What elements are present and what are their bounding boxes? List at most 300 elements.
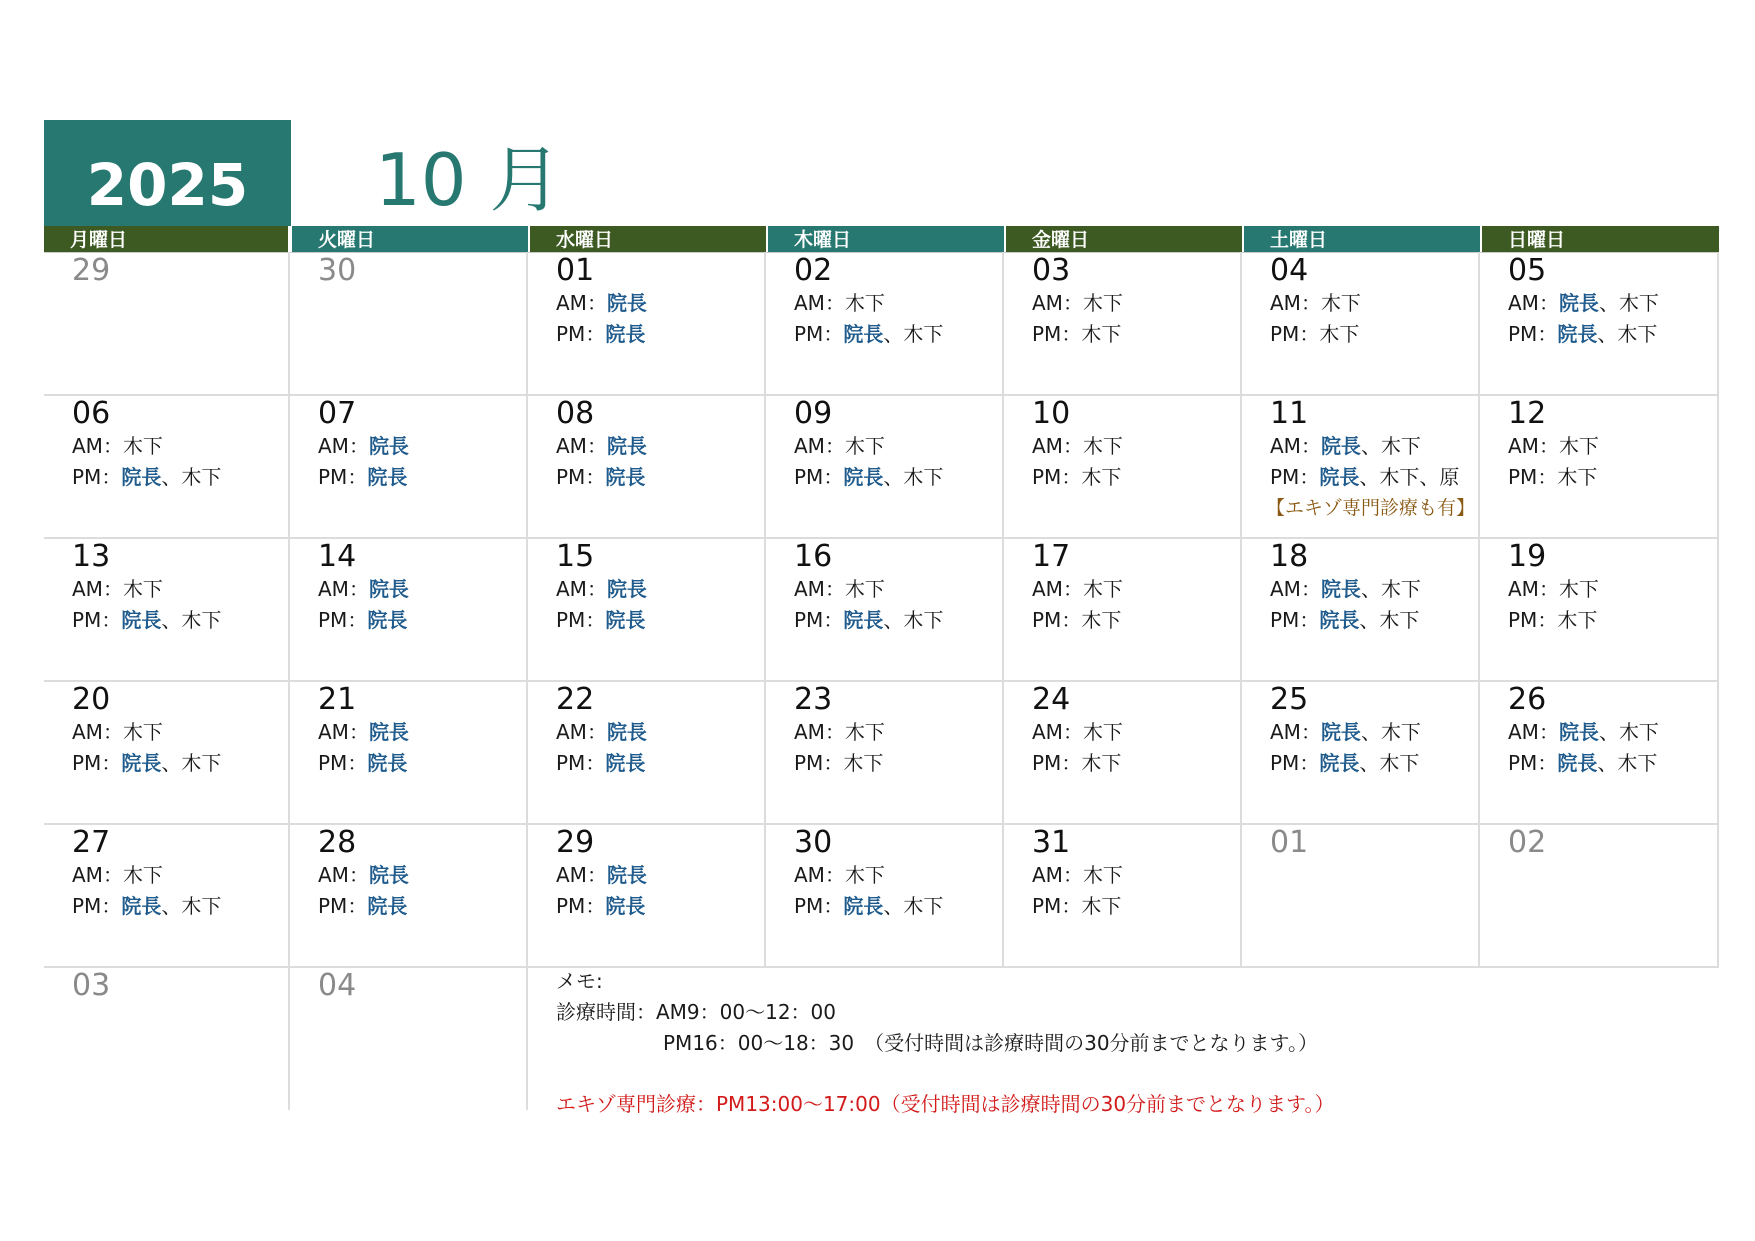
am-schedule	[1270, 717, 1480, 748]
am-label: AM：	[794, 291, 845, 315]
doctor-name: 木下	[181, 894, 222, 918]
pm-schedule	[72, 605, 290, 636]
date-number: 07	[318, 396, 357, 431]
pm-label: PM：	[72, 465, 122, 489]
pm-schedule	[1032, 891, 1242, 922]
doctor-name: 木下	[903, 322, 944, 346]
director-name: 院長	[367, 465, 408, 489]
doctor-name: 木下	[844, 720, 885, 744]
weekday-header: 土曜日	[1244, 226, 1480, 252]
doctor-name: 原	[1439, 465, 1460, 489]
am-schedule	[72, 860, 290, 891]
pm-label: PM：	[794, 751, 844, 775]
day-cell	[1004, 395, 1242, 538]
am-label: AM：	[318, 720, 369, 744]
director-name: 院長	[1319, 751, 1360, 775]
am-schedule	[1508, 717, 1719, 748]
column-divider	[764, 252, 766, 967]
date-number: 15	[556, 539, 595, 574]
date-number: 31	[1032, 825, 1071, 860]
doctor-name: 木下	[1380, 720, 1421, 744]
pm-schedule	[556, 605, 766, 636]
doctor-name: 木下	[181, 465, 222, 489]
date-number: 28	[318, 825, 357, 860]
director-name: 院長	[1557, 322, 1598, 346]
pm-schedule	[318, 891, 528, 922]
date-number: 02	[1508, 825, 1547, 860]
am-label: AM：	[794, 434, 845, 458]
day-cell	[1004, 681, 1242, 824]
pm-schedule	[1270, 319, 1480, 350]
doctor-name: 木下	[122, 720, 163, 744]
director-name: 院長	[843, 322, 884, 346]
doctor-name: 木下	[122, 577, 163, 601]
doctor-name: 木下	[181, 608, 222, 632]
day-cell	[528, 681, 766, 824]
date-number: 01	[1270, 825, 1309, 860]
day-cell	[44, 681, 290, 824]
am-schedule	[318, 717, 528, 748]
pm-schedule	[1508, 319, 1719, 350]
column-divider	[1240, 252, 1242, 967]
date-number: 20	[72, 682, 111, 717]
doctor-name: 木下	[903, 894, 944, 918]
pm-schedule	[556, 462, 766, 493]
doctor-name: 木下	[1082, 291, 1123, 315]
am-schedule	[1032, 288, 1242, 319]
name-separator: 、	[1598, 291, 1619, 315]
memo-exotic-hours: エキゾ専門診療：PM13:00～17:00（受付時間は診療時間の30分前までとなります。）	[556, 1092, 1335, 1116]
date-number: 04	[318, 968, 357, 1003]
date-number: 22	[556, 682, 595, 717]
doctor-name: 木下	[181, 751, 222, 775]
am-schedule	[318, 431, 528, 462]
day-cell	[1480, 824, 1719, 967]
column-divider	[1717, 252, 1719, 967]
pm-label: PM：	[1032, 894, 1082, 918]
am-schedule	[1508, 431, 1719, 462]
director-name: 院長	[121, 894, 162, 918]
director-name: 院長	[368, 720, 409, 744]
doctor-name: 木下	[844, 434, 885, 458]
pm-label: PM：	[794, 322, 844, 346]
director-name: 院長	[367, 894, 408, 918]
day-cell	[1242, 252, 1480, 395]
weekday-header: 金曜日	[1006, 226, 1242, 252]
day-cell	[1480, 538, 1719, 681]
date-number: 03	[72, 968, 111, 1003]
name-separator: 、	[1597, 751, 1618, 775]
pm-label: PM：	[72, 751, 122, 775]
day-cell	[1004, 824, 1242, 967]
day-cell	[766, 538, 1004, 681]
day-cell	[290, 538, 528, 681]
am-label: AM：	[1270, 720, 1321, 744]
weekday-header: 火曜日	[292, 226, 528, 252]
am-label: AM：	[1032, 291, 1083, 315]
director-name: 院長	[1558, 291, 1599, 315]
director-name: 院長	[121, 465, 162, 489]
pm-label: PM：	[1270, 608, 1320, 632]
name-separator: 、	[1359, 608, 1380, 632]
director-name: 院長	[606, 720, 647, 744]
day-cell	[44, 395, 290, 538]
director-name: 院長	[606, 863, 647, 887]
date-number: 21	[318, 682, 357, 717]
am-schedule	[1508, 288, 1719, 319]
name-separator: 、	[883, 465, 904, 489]
pm-schedule	[1270, 748, 1480, 779]
name-separator: 、	[161, 894, 182, 918]
director-name: 院長	[605, 465, 646, 489]
pm-label: PM：	[72, 608, 122, 632]
am-label: AM：	[1032, 720, 1083, 744]
am-schedule	[556, 574, 766, 605]
doctor-name: 木下	[1082, 577, 1123, 601]
date-number: 01	[556, 253, 595, 288]
pm-label: PM：	[1508, 322, 1558, 346]
day-cell	[766, 681, 1004, 824]
doctor-name: 木下	[1557, 465, 1598, 489]
day-cell	[1242, 395, 1480, 538]
pm-label: PM：	[794, 894, 844, 918]
doctor-name: 木下	[1557, 608, 1598, 632]
name-separator: 、	[1597, 322, 1618, 346]
director-name: 院長	[843, 894, 884, 918]
doctor-name: 木下	[844, 291, 885, 315]
pm-schedule	[556, 891, 766, 922]
date-number: 25	[1270, 682, 1309, 717]
date-number: 16	[794, 539, 833, 574]
day-cell	[1480, 681, 1719, 824]
am-label: AM：	[1032, 434, 1083, 458]
am-schedule	[1032, 574, 1242, 605]
am-schedule	[556, 431, 766, 462]
pm-label: PM：	[556, 894, 606, 918]
name-separator: 、	[161, 465, 182, 489]
am-label: AM：	[1508, 720, 1559, 744]
pm-label: PM：	[556, 751, 606, 775]
director-name: 院長	[368, 577, 409, 601]
pm-label: PM：	[1508, 608, 1558, 632]
am-label: AM：	[1508, 291, 1559, 315]
director-name: 院長	[368, 863, 409, 887]
pm-label: PM：	[1270, 751, 1320, 775]
doctor-name: 木下	[1082, 863, 1123, 887]
am-label: AM：	[1032, 577, 1083, 601]
name-separator: 、	[1598, 720, 1619, 744]
date-number: 23	[794, 682, 833, 717]
doctor-name: 木下	[1320, 291, 1361, 315]
doctor-name: 木下	[1618, 720, 1659, 744]
column-divider	[288, 252, 290, 1110]
doctor-name: 木下	[1618, 291, 1659, 315]
day-cell	[290, 824, 528, 967]
director-name: 院長	[368, 434, 409, 458]
pm-schedule	[1032, 462, 1242, 493]
am-label: AM：	[556, 863, 607, 887]
doctor-name: 木下	[122, 434, 163, 458]
pm-schedule	[72, 891, 290, 922]
director-name: 院長	[605, 751, 646, 775]
pm-label: PM：	[1032, 465, 1082, 489]
director-name: 院長	[1320, 577, 1361, 601]
memo-hours-am: 診療時間：AM9：00～12：00	[556, 1000, 837, 1024]
pm-schedule	[318, 462, 528, 493]
day-cell	[766, 395, 1004, 538]
director-name: 院長	[606, 577, 647, 601]
am-label: AM：	[794, 863, 845, 887]
am-schedule	[72, 431, 290, 462]
name-separator: 、	[883, 608, 904, 632]
pm-schedule	[318, 748, 528, 779]
day-cell	[290, 252, 528, 395]
director-name: 院長	[605, 608, 646, 632]
director-name: 院長	[843, 465, 884, 489]
director-name: 院長	[1558, 720, 1599, 744]
am-label: AM：	[1508, 434, 1559, 458]
doctor-name: 木下	[1319, 322, 1360, 346]
am-schedule	[556, 288, 766, 319]
name-separator: 、	[161, 751, 182, 775]
doctor-name: 木下	[1379, 465, 1420, 489]
director-name: 院長	[1320, 720, 1361, 744]
am-schedule	[794, 860, 1004, 891]
director-name: 院長	[1557, 751, 1598, 775]
row-divider	[44, 823, 1719, 825]
name-separator: 、	[1419, 465, 1440, 489]
am-schedule	[556, 717, 766, 748]
am-schedule	[794, 717, 1004, 748]
name-separator: 、	[1359, 751, 1380, 775]
am-label: AM：	[794, 577, 845, 601]
day-cell	[528, 538, 766, 681]
pm-schedule	[1032, 605, 1242, 636]
date-number: 11	[1270, 396, 1309, 431]
date-number: 24	[1032, 682, 1071, 717]
column-divider	[526, 252, 528, 1110]
director-name: 院長	[606, 434, 647, 458]
day-cell	[290, 967, 528, 1110]
am-label: AM：	[556, 291, 607, 315]
date-number: 26	[1508, 682, 1547, 717]
am-schedule	[318, 574, 528, 605]
day-cell	[1004, 538, 1242, 681]
pm-label: PM：	[556, 322, 606, 346]
date-number: 03	[1032, 253, 1071, 288]
director-name: 院長	[1320, 434, 1361, 458]
director-name: 院長	[121, 608, 162, 632]
am-label: AM：	[72, 434, 123, 458]
pm-label: PM：	[318, 751, 368, 775]
am-label: AM：	[556, 577, 607, 601]
pm-label: PM：	[794, 608, 844, 632]
doctor-name: 木下	[1081, 322, 1122, 346]
am-schedule	[1508, 574, 1719, 605]
date-number: 02	[794, 253, 833, 288]
name-separator: 、	[1360, 577, 1381, 601]
date-number: 12	[1508, 396, 1547, 431]
name-separator: 、	[883, 894, 904, 918]
pm-schedule	[1270, 462, 1480, 493]
pm-label: PM：	[1270, 322, 1320, 346]
doctor-name: 木下	[844, 863, 885, 887]
name-separator: 、	[883, 322, 904, 346]
day-cell	[1004, 252, 1242, 395]
date-number: 06	[72, 396, 111, 431]
am-label: AM：	[556, 720, 607, 744]
pm-schedule	[556, 748, 766, 779]
am-label: AM：	[318, 863, 369, 887]
pm-schedule	[794, 605, 1004, 636]
memo-section	[556, 966, 1656, 1120]
pm-label: PM：	[1032, 608, 1082, 632]
am-schedule	[794, 288, 1004, 319]
am-label: AM：	[1270, 434, 1321, 458]
doctor-name: 木下	[1081, 465, 1122, 489]
pm-schedule	[794, 319, 1004, 350]
date-number: 27	[72, 825, 111, 860]
director-name: 院長	[606, 291, 647, 315]
doctor-name: 木下	[1081, 608, 1122, 632]
date-number: 04	[1270, 253, 1309, 288]
am-schedule	[1032, 431, 1242, 462]
am-label: AM：	[72, 720, 123, 744]
am-label: AM：	[72, 863, 123, 887]
pm-schedule	[1032, 748, 1242, 779]
am-schedule	[72, 574, 290, 605]
date-number: 17	[1032, 539, 1071, 574]
pm-schedule	[1508, 605, 1719, 636]
date-number: 18	[1270, 539, 1309, 574]
am-label: AM：	[556, 434, 607, 458]
pm-schedule	[72, 748, 290, 779]
day-cell	[766, 252, 1004, 395]
day-cell	[290, 681, 528, 824]
director-name: 院長	[367, 751, 408, 775]
weekday-header: 木曜日	[768, 226, 1004, 252]
day-cell	[1242, 538, 1480, 681]
am-label: AM：	[1508, 577, 1559, 601]
doctor-name: 木下	[1081, 751, 1122, 775]
am-label: AM：	[1270, 291, 1321, 315]
pm-label: PM：	[72, 894, 122, 918]
doctor-name: 木下	[1380, 577, 1421, 601]
pm-label: PM：	[1032, 322, 1082, 346]
day-cell	[44, 824, 290, 967]
date-number: 08	[556, 396, 595, 431]
doctor-name: 木下	[1617, 322, 1658, 346]
special-note: 【エキゾ専門診療も有】	[1266, 497, 1476, 519]
am-schedule	[794, 431, 1004, 462]
weekday-header: 月曜日	[44, 226, 288, 252]
doctor-name: 木下	[1081, 894, 1122, 918]
am-label: AM：	[318, 434, 369, 458]
date-number: 13	[72, 539, 111, 574]
doctor-name: 木下	[1379, 608, 1420, 632]
doctor-name: 木下	[1380, 434, 1421, 458]
name-separator: 、	[1360, 720, 1381, 744]
day-cell	[1480, 252, 1719, 395]
am-schedule	[1032, 860, 1242, 891]
weekday-header: 日曜日	[1482, 226, 1719, 252]
director-name: 院長	[121, 751, 162, 775]
am-schedule	[318, 860, 528, 891]
am-label: AM：	[72, 577, 123, 601]
day-cell	[528, 824, 766, 967]
day-cell	[1242, 824, 1480, 967]
pm-schedule	[1270, 605, 1480, 636]
director-name: 院長	[843, 608, 884, 632]
pm-label: PM：	[318, 465, 368, 489]
pm-label: PM：	[556, 608, 606, 632]
row-divider	[44, 394, 1719, 396]
pm-schedule	[72, 462, 290, 493]
am-schedule	[556, 860, 766, 891]
name-separator: 、	[161, 608, 182, 632]
am-label: AM：	[318, 577, 369, 601]
director-name: 院長	[1319, 465, 1360, 489]
weekday-header-row	[44, 226, 1719, 252]
date-number: 14	[318, 539, 357, 574]
weekday-header: 水曜日	[530, 226, 766, 252]
year-badge: 2025	[44, 120, 291, 226]
date-number: 10	[1032, 396, 1071, 431]
memo-hours-pm: PM16：00～18：30 （受付時間は診療時間の30分前までとなります。）	[663, 1031, 1318, 1055]
doctor-name: 木下	[1379, 751, 1420, 775]
day-cell	[1242, 681, 1480, 824]
column-divider	[1478, 252, 1480, 967]
date-number: 30	[318, 253, 357, 288]
doctor-name: 木下	[1617, 751, 1658, 775]
am-schedule	[1270, 431, 1480, 462]
day-cell	[44, 252, 290, 395]
day-cell	[528, 395, 766, 538]
day-cell	[290, 395, 528, 538]
doctor-name: 木下	[843, 751, 884, 775]
date-number: 29	[556, 825, 595, 860]
director-name: 院長	[605, 322, 646, 346]
am-schedule	[1270, 574, 1480, 605]
pm-schedule	[1508, 462, 1719, 493]
memo-title: メモ:	[556, 969, 603, 993]
doctor-name: 木下	[844, 577, 885, 601]
am-label: AM：	[1032, 863, 1083, 887]
date-number: 19	[1508, 539, 1547, 574]
director-name: 院長	[367, 608, 408, 632]
date-number: 09	[794, 396, 833, 431]
date-number: 29	[72, 253, 111, 288]
pm-schedule	[318, 605, 528, 636]
am-schedule	[1270, 288, 1480, 319]
pm-schedule	[1032, 319, 1242, 350]
pm-schedule	[556, 319, 766, 350]
day-cell	[44, 967, 290, 1110]
pm-label: PM：	[318, 894, 368, 918]
director-name: 院長	[1319, 608, 1360, 632]
am-schedule	[794, 574, 1004, 605]
pm-label: PM：	[556, 465, 606, 489]
row-divider	[44, 680, 1719, 682]
doctor-name: 木下	[1082, 434, 1123, 458]
doctor-name: 木下	[903, 465, 944, 489]
pm-schedule	[794, 748, 1004, 779]
am-label: AM：	[794, 720, 845, 744]
date-number: 30	[794, 825, 833, 860]
doctor-name: 木下	[1082, 720, 1123, 744]
pm-schedule	[794, 462, 1004, 493]
day-cell	[528, 252, 766, 395]
